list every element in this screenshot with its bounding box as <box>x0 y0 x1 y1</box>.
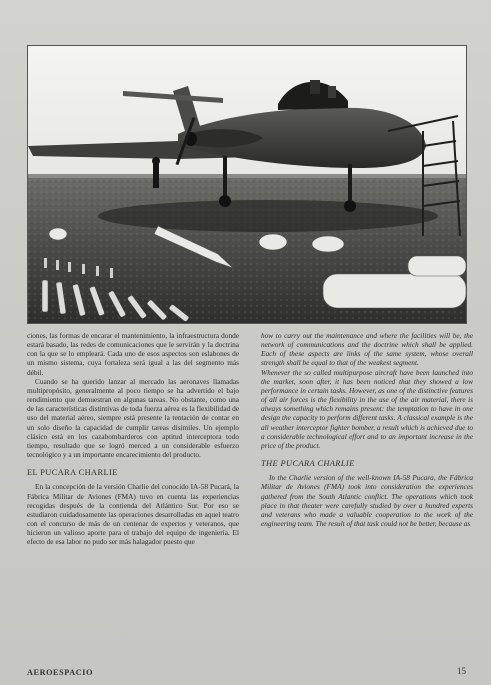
page-number: 15 <box>457 666 466 676</box>
english-section-heading: THE PUCARA CHARLIE <box>261 459 355 469</box>
spanish-section-heading: EL PUCARA CHARLIE <box>27 468 118 478</box>
spanish-paragraph-3: En la concepción de la versión Charlie del conocido IA-58 Pucará, la Fábrica Militar de Aviones (FMA) tuvo en cuenta las experiencias recogidas después de la contienda del Atlántico Sur. Por eso se estudiaron cuidadosamente las operaciones desarrolladas en aquel teatro con el concurso de más de un centenar de expertos y veteranos, que hicieron un valioso aporte para el trabajo del equipo de ingeniería. El efecto de esa labor no pudo ser más halagador puesto que <box>27 482 239 547</box>
english-paragraph-2: Whenever the so called multipurpose aircraft have been launched into the market, soon after, it has been noticed that they showed a low performance in certain tasks. However, as one of the distinctive features of all air forces is the flexibility in the use of the air material, there is always something which remains present: the temptation to have in one design the capacity to perform different tasks. A classical example is the all weather interceptor fighter bomber, a result which is achieved due to a considerable technological effort and to an important increase in the price of the product. <box>261 367 473 450</box>
spanish-text-column <box>27 331 239 546</box>
english-paragraph-1: how to carry out the maintenance and where the facilities will be, the network of communications and the doctrine which shall be applied. Each of these aspects are links of the same system, whose overall strength shall be equal to that of the weakest segment. <box>261 331 473 368</box>
spanish-paragraph-2: Cuando se ha querido lanzar al mercado las aeronaves llamadas multipropósito, generalmente al poco tiempo se ha advertido el bajo rendimiento que demuestran en algunas tareas. No obstante, como una de las características distintivas de toda fuerza aérea es la flexibilidad de uso del material aéreo, siempre está presente la tentación de contar en un solo diseño la capacidad de cumplir tareas disímiles. Un ejemplo clásico está en los cazabombarderos con aptitud interceptora todo tiempo, resultado que se logró merced a un considerable esfuerzo tecnológico y a un importante encarecimiento del producto. <box>27 376 239 460</box>
spanish-paragraph-1: ciones, las formas de encarar el mantenimiento, la infraestructura donde estará basado, las redes de comunicaciones que le servirán y la doctrina con la que se lo empleará. Cada uno de esos aspectos son eslabones de un mismo sistema, cuya fortaleza será igual a las del segmento más débil. <box>27 331 239 377</box>
magazine-name: AEROESPACIO <box>27 668 94 677</box>
english-text-column <box>261 331 473 528</box>
aircraft-photo <box>27 45 467 324</box>
english-paragraph-3: In the Charlie version of the well-known IA-58 Pucara, the Fábrica Militar de Aviones (FMA) took into consideration the experiences gathered from the South Atlantic conflict. The operations which took place in that theater were carefully studied by over a hundred experts and veterans who made a valuable cooperation to the work of the engineering team. The result of that task could not be better, because as <box>261 473 473 528</box>
